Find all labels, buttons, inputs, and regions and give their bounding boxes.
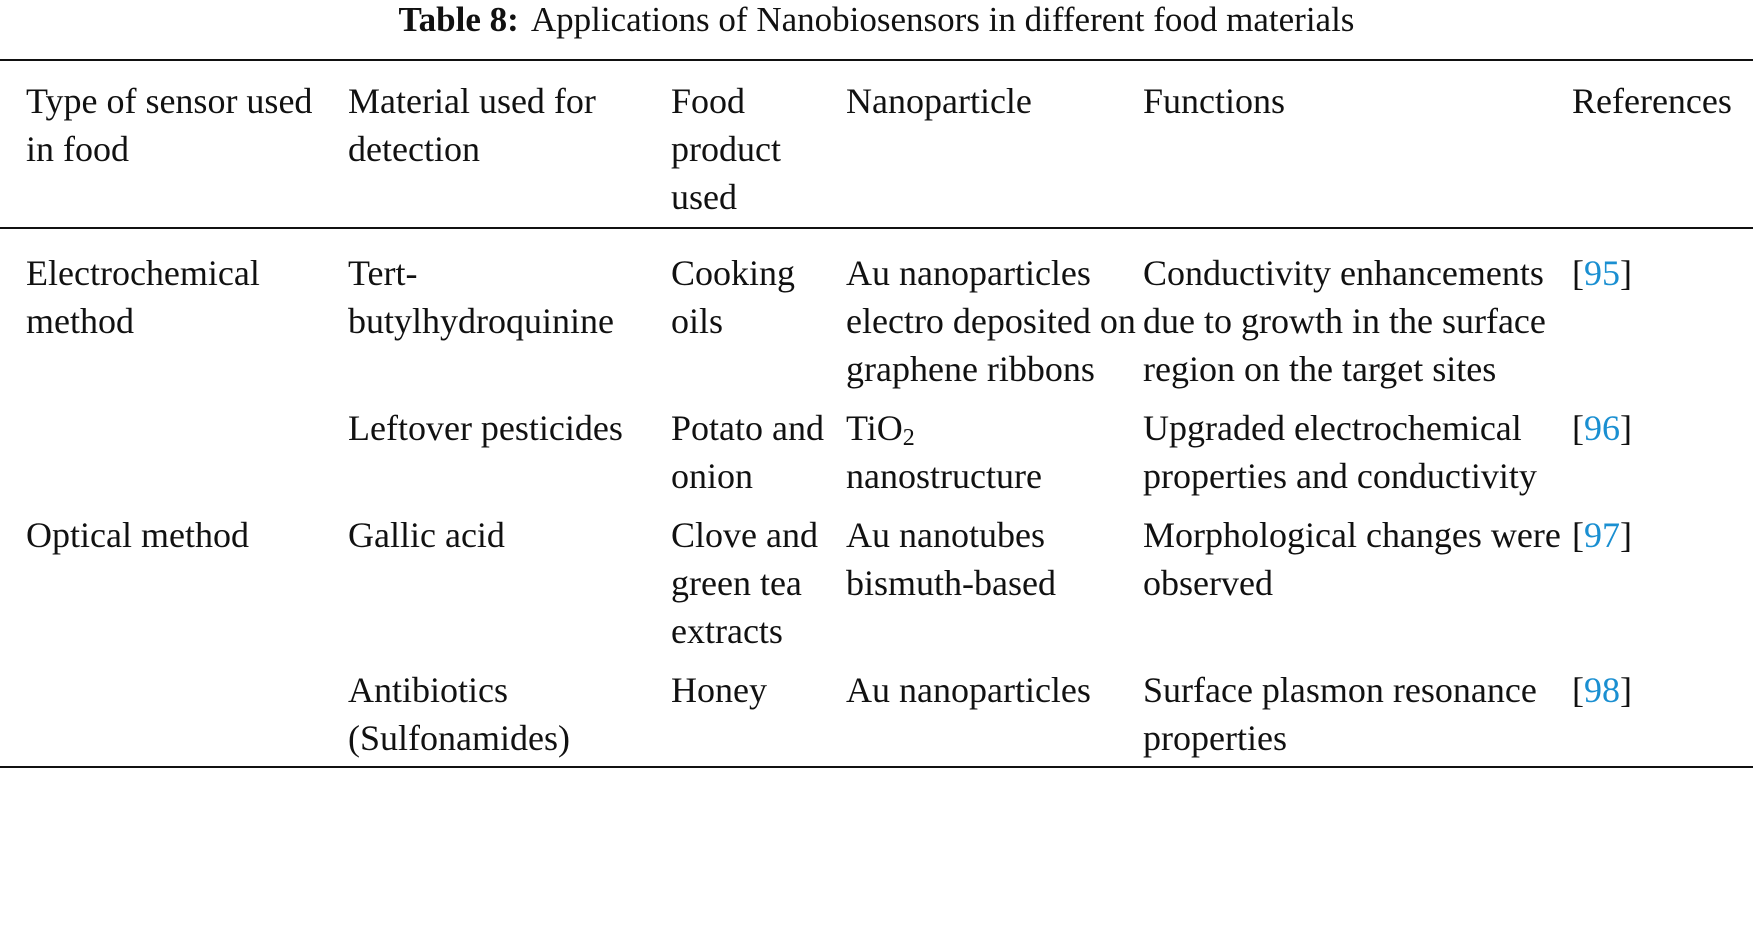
cell-food: Honey	[671, 670, 767, 710]
cell-type	[0, 666, 348, 767]
reference-link[interactable]: 98	[1584, 670, 1620, 710]
cell-type	[0, 404, 348, 511]
caption-text: Applications of Nanobiosensors in different food materials	[530, 0, 1355, 39]
caption-label: Table 8:	[398, 0, 519, 39]
header-type: Type of sensor used in food	[26, 81, 313, 169]
nanobiosensor-table	[0, 59, 1753, 768]
table-row	[0, 228, 1753, 404]
cell-function: Conductivity enhancements due to growth in the surface region on the target sites	[1143, 253, 1546, 389]
cell-food: Cooking oils	[671, 253, 796, 341]
reference-link[interactable]: 95	[1584, 253, 1620, 293]
cell-nanoparticle: Au nanoparticles	[846, 670, 1091, 710]
table-row	[0, 404, 1753, 511]
table-caption	[0, 0, 1753, 40]
reference-link[interactable]: 97	[1584, 515, 1620, 555]
nanoparticle-formula: TiO$_2$	[846, 408, 915, 451]
cell-food: Clove and green tea extracts	[671, 515, 818, 651]
table-container	[0, 59, 1753, 768]
cell-type: Electrochemical method	[26, 253, 260, 341]
header-material: Material used for detection	[348, 81, 596, 169]
cell-food: Potato and onion	[671, 408, 824, 496]
header-nanoparticle: Nanoparticle	[846, 81, 1032, 121]
cell-function: Morphological changes were observed	[1143, 515, 1561, 603]
cell-nanoparticle	[846, 404, 1143, 511]
header-row	[0, 60, 1753, 228]
cell-reference: [96]	[1572, 408, 1632, 448]
cell-reference: [95]	[1572, 253, 1632, 293]
cell-nanoparticle: Au nanoparticles electro deposited on graphene ribbons	[846, 253, 1136, 389]
reference-link[interactable]: 96	[1584, 408, 1620, 448]
cell-reference: [98]	[1572, 670, 1632, 710]
table-row	[0, 666, 1753, 767]
header-references: References	[1572, 81, 1732, 121]
cell-function: Upgraded electrochemical properties and conductivity	[1143, 408, 1537, 496]
cell-nanoparticle: Au nanotubes bismuth-based	[846, 515, 1056, 603]
cell-reference: [97]	[1572, 515, 1632, 555]
cell-material: Antibiotics (Sulfonamides)	[348, 670, 570, 758]
cell-material: Gallic acid	[348, 515, 505, 555]
header-functions: Functions	[1143, 81, 1286, 121]
table-row	[0, 511, 1753, 666]
nanoparticle-rest: nanostructure	[846, 456, 1042, 496]
cell-function: Surface plasmon resonance properties	[1143, 670, 1537, 758]
cell-type: Optical method	[26, 515, 249, 555]
cell-material: Leftover pesticides	[348, 408, 623, 448]
header-food: Food product used	[671, 81, 781, 217]
cell-material: Tert-butylhydroquinine	[348, 253, 614, 341]
